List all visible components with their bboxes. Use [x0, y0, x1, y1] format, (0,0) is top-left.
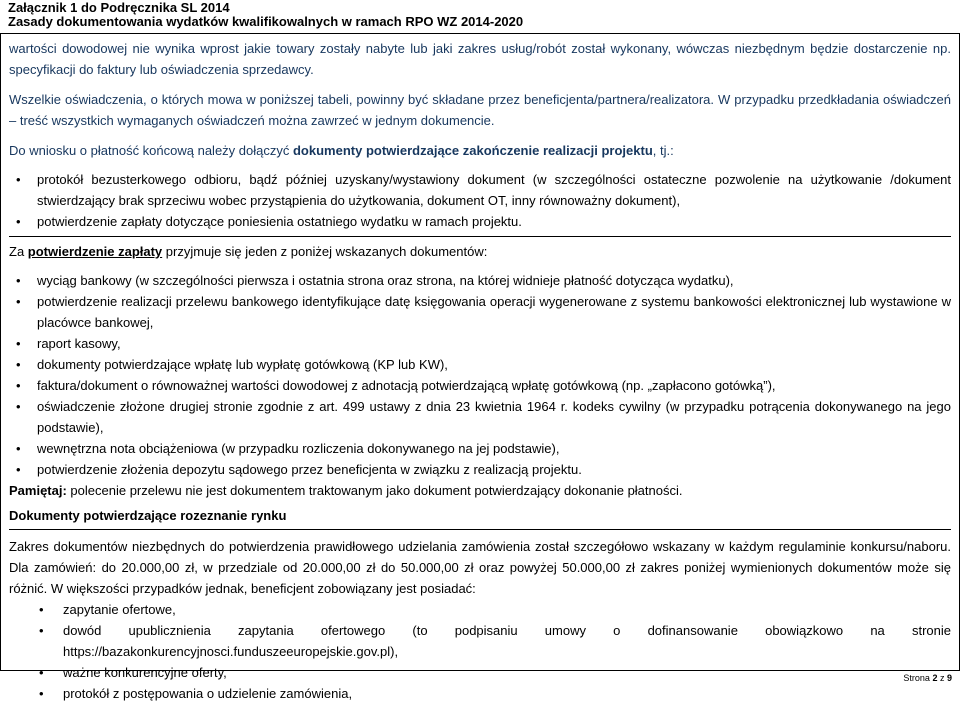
final-payment-suffix: , tj.: — [652, 143, 674, 158]
final-payment-paragraph — [9, 140, 951, 161]
page-current: 2 — [932, 673, 938, 683]
section-title: Dokumenty potwierdzające rozeznanie rynku — [9, 505, 951, 530]
market-research-paragraph: Zakres dokumentów niezbędnych do potwierdzenia prawidłowego udzielania zamówienia został szczegółowo wskazany w każdym regulaminie konkursu/naboru. Dla zamówień: do 20.000,00 zł, w przedziale od 20.000,00 zł do 50.000,00 zł oraz powyżej 50.000,00 zł zakres poniżej wymienionych dokumentów może się różnić. W większości przypadków jednak, beneficjent zobowiązany jest posiadać: — [9, 539, 951, 596]
list-item: • dokumenty potwierdzające wpłatę lub wypłatę gotówkową (KP lub KW), — [9, 354, 951, 375]
reminder-label: Pamiętaj: — [9, 483, 67, 498]
payment-proof-term: potwierdzenie zapłaty — [27, 244, 163, 259]
page-number-prefix: Strona — [903, 673, 933, 683]
list-item: • potwierdzenie złożenia depozytu sądowego przez beneficjenta w związku z realizacją projektu. — [9, 459, 951, 480]
header-line-2: Zasady dokumentowania wydatków kwalifikowalnych w ramach RPO WZ 2014-2020 — [8, 14, 524, 29]
payment-proof-paragraph — [9, 241, 951, 262]
payment-proof-list — [9, 270, 951, 480]
final-payment-text: Do wniosku o płatność końcową należy dołączyć — [9, 143, 293, 158]
document-body — [9, 38, 951, 704]
list-item: • wyciąg bankowy (w szczególności pierwsza i ostatnia strona oraz strona, na której widnieje płatność dotycząca wydatku), — [9, 270, 951, 291]
completion-documents-list — [9, 169, 951, 232]
declarations-text-a: Wszelkie oświadczenia, o których mowa w poniższej tabeli, powinny być składane przez beneficjenta/partnera/realizatora. — [9, 92, 715, 107]
final-payment-bold: dokumenty potwierdzające zakończenie realizacji projektu — [292, 143, 653, 158]
list-item: • potwierdzenie realizacji przelewu bankowego identyfikujące datę księgowania operacji wygenerowane z systemu bankowości elektronicznej lub wystawione w placówce bankowej, — [9, 291, 951, 333]
list-item: • raport kasowy, — [9, 333, 951, 354]
list-item: • protokół bezusterkowego odbioru, bądź później uzyskany/wystawiony dokument (w szczególności ostateczne pozwolenie na użytkowanie /dokument stwierdzający brak sprzeciwu wobec przystąpienia do użytkowania, dokument OT, inny równoważny dokument), — [9, 169, 951, 211]
list-item: • potwierdzenie zapłaty dotyczące poniesienia ostatniego wydatku w ramach projektu. — [9, 211, 951, 232]
intro-paragraph: wartości dowodowej nie wynika wprost jakie towary zostały nabyte lub jaki zakres usług/robót został wykonany, wówczas niezbędnym będzie dostarczenie np. specyfikacji do faktury lub oświadczenia sprzedawcy. — [9, 41, 951, 77]
section-divider — [9, 236, 951, 237]
list-item: • zapytanie ofertowe, — [9, 599, 951, 620]
page-number — [903, 673, 952, 683]
page-number-separator: z — [937, 673, 947, 683]
payment-proof-suffix: przyjmuje się jeden z poniżej wskazanych dokumentów: — [162, 244, 488, 259]
payment-proof-prefix: Za — [9, 244, 28, 259]
market-research-list — [9, 599, 951, 704]
declarations-paragraph — [9, 89, 951, 131]
document-header — [8, 1, 523, 29]
list-item: • oświadczenie złożone drugiej stronie zgodnie z art. 499 ustawy z dnia 23 kwietnia 1964 r. kodeks cywilny (w przypadku potrącenia dokonywanego na jego podstawie), — [9, 396, 951, 438]
list-item: • wewnętrzna nota obciążeniowa (w przypadku rozliczenia dokonywanego na jej podstawie), — [9, 438, 951, 459]
declarations-text-b: W przypadku przedkładania oświadczeń – treść wszystkich wymaganych oświadczeń można zawrzeć w jednym dokumencie. — [9, 92, 951, 128]
reminder-note — [9, 480, 951, 501]
reminder-text: polecenie przelewu nie jest dokumentem traktowanym jako dokument potwierdzający dokonanie płatności. — [66, 483, 683, 498]
list-item: • ważne konkurencyjne oferty, — [9, 662, 951, 683]
page-total: 9 — [946, 673, 952, 683]
header-line-1: Załącznik 1 do Podręcznika SL 2014 — [8, 0, 230, 15]
list-item: • dowód upublicznienia zapytania ofertowego (to podpisaniu umowy o dofinansowanie obowiązkowo na stronie https://bazakonkurencyjnosci.funduszeeuropejskie.gov.pl), — [9, 620, 951, 662]
list-item: • protokół z postępowania o udzielenie zamówienia, — [9, 683, 951, 704]
list-item: • faktura/dokument o równoważnej wartości dowodowej z adnotacją potwierdzającą wpłatę gotówkową (np. „zapłacono gotówką”), — [9, 375, 951, 396]
